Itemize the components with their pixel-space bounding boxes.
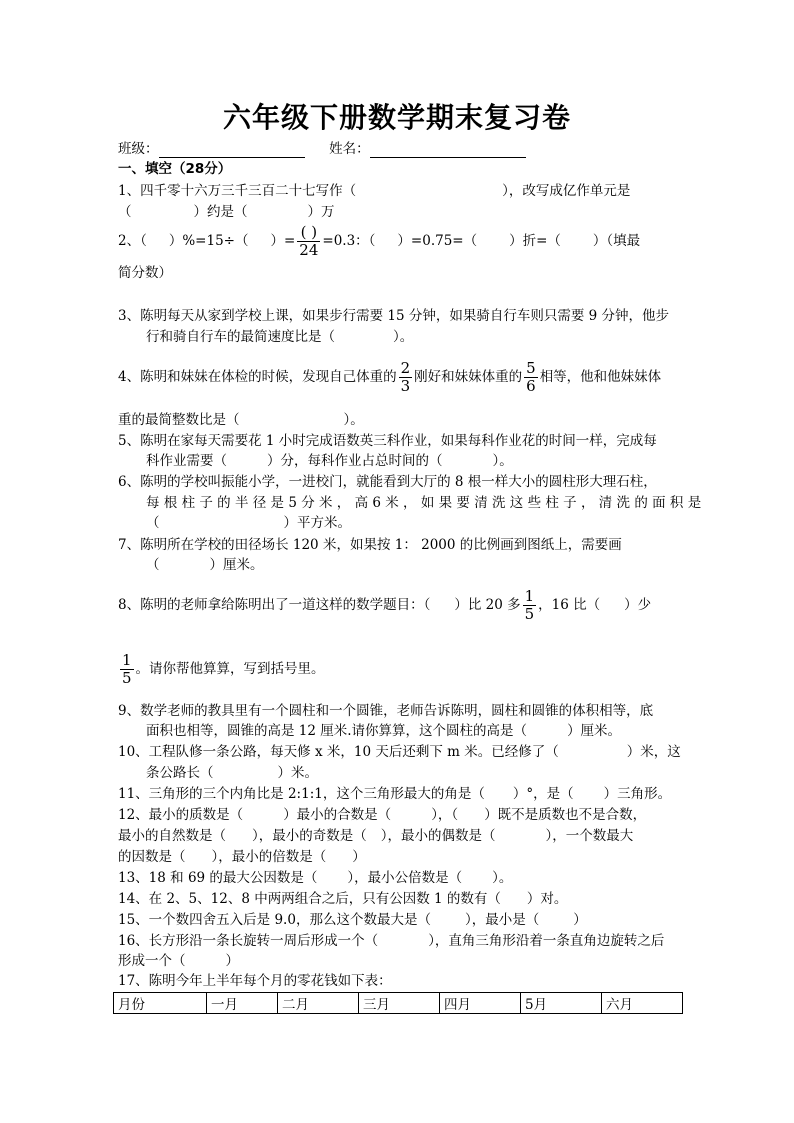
q15-text-b: ），最小是（ (464, 912, 540, 928)
q4-f2-num: 5 (526, 359, 536, 377)
q1-text-a: 1、四千零十六万三千三百二十七写作（ (118, 183, 357, 199)
q2-text-a: 2、（ (118, 233, 147, 249)
q3-text-c: ）。 (393, 329, 414, 345)
q5-text-c: ）分，每科作业占总时间的（ (267, 453, 443, 469)
question-8-line-1 (118, 586, 651, 624)
question-6-line-3 (146, 514, 351, 532)
q16-text-a: 16、长方形沿一条长旋转一周后形成一个（ (118, 933, 379, 949)
q2-text-e: ）=0.75=（ (397, 233, 478, 249)
question-2-line-2: 简分数） (118, 265, 172, 281)
q8-text-e: 。请你帮他算算，写到括号里。 (135, 661, 325, 677)
q9-text-c: ）厘米。 (567, 723, 622, 739)
q4-text-d: 重的最简整数比是（ (118, 412, 240, 428)
q3-text-b: 行和骑自行车的最简速度比是（ (146, 329, 335, 345)
q8-f1-den: 5 (524, 605, 535, 623)
allowance-table (113, 992, 683, 1014)
question-2-line-1 (118, 222, 640, 260)
question-12-line-3 (118, 848, 366, 866)
q12-text-i: 的因数是（ (118, 849, 186, 865)
q8-text-a: 8、陈明的老师拿给陈明出了一道这样的数学题目：（ (118, 597, 431, 613)
q12-text-b: ）最小的合数是（ (283, 807, 392, 823)
q5-text-d: ）。 (492, 453, 513, 469)
question-5-line-2 (146, 452, 513, 470)
q11-text-c: ）三角形。 (603, 786, 672, 802)
q8-text-d: ）少 (624, 597, 652, 613)
q12-text-c: ），（ (431, 807, 459, 823)
table-header-cell: 二月 (278, 993, 359, 1014)
q16-text-c: 形成一个（ (118, 953, 186, 969)
q11-text-a: 11、三角形的三个内角比是 2:1:1，这个三角形最大的角是（ (118, 786, 485, 802)
q10-text-b: ）米，这 (626, 744, 681, 760)
question-3-line-1: 3、陈明每天从家到学校上课，如果步行需要 15 分钟，如果骑自行车则只需要 9 分钟，他步 (118, 308, 670, 324)
q15-text-c: ） (573, 912, 587, 928)
q10-text-c: 条公路长（ (146, 765, 214, 781)
q6-text-d: ）平方米。 (283, 515, 351, 531)
q1-text-c: （ (118, 204, 132, 220)
q8-text-c: ，16 比（ (538, 597, 601, 613)
question-16-line-1 (118, 932, 664, 950)
q13-text-b: ），最小公倍数是（ (347, 870, 463, 886)
question-8-line-2 (118, 650, 325, 688)
name-field[interactable] (370, 143, 526, 158)
table-header-cell: 5月 (521, 993, 602, 1014)
table-header-cell: 六月 (602, 993, 683, 1014)
q12-text-a: 12、最小的质数是（ (118, 807, 244, 823)
question-13 (118, 869, 512, 887)
q4-text-a: 4、陈明和妹妹在体检的时候，发现自己体重的 (118, 369, 397, 385)
q12-text-j: ），最小的倍数是（ (211, 849, 327, 865)
table-header-cell: 四月 (440, 993, 521, 1014)
q12-text-k: ） (352, 849, 366, 865)
table-header-cell: 月份 (114, 993, 207, 1014)
q1-text-e: ）万 (307, 204, 335, 220)
table-row (114, 993, 683, 1014)
q16-text-b: ），直角三角形沿着一条直角边旋转之后 (428, 933, 665, 949)
q12-text-g: ），最小的偶数是（ (380, 828, 496, 844)
q4-fraction-1 (399, 360, 413, 395)
page-title: 六年级下册数学期末复习卷 (222, 101, 571, 134)
q2-text-c: ）= (270, 233, 296, 249)
question-17: 17、陈明今年上半年每个月的零花钱如下表： (118, 973, 392, 989)
question-9-line-1: 9、数学老师的教具里有一个圆柱和一个圆锥，老师告诉陈明，圆柱和圆锥的体积相等，底 (118, 703, 654, 719)
q2-text-f: ）折=（ (509, 233, 561, 249)
q2-fraction-num: ( ) (297, 224, 320, 242)
q2-text-d: =0.3：（ (322, 233, 376, 249)
question-14 (118, 890, 567, 908)
q1-text-d: ）约是（ (193, 204, 248, 220)
question-16-line-2 (118, 952, 239, 970)
q10-text-d: ）米。 (277, 765, 318, 781)
q2-text-g: ）（填最 (592, 233, 641, 249)
q5-text-b: 科作业需要（ (146, 453, 227, 469)
q4-fraction-2 (524, 360, 538, 395)
q4-f1-den: 3 (400, 377, 411, 395)
question-5-line-1: 5、陈明在家每天需要花 1 小时完成语数英三科作业，如果每科作业花的时间一样，完成每 (118, 433, 657, 449)
q4-f1-num: 2 (400, 359, 411, 377)
q12-text-d: ）既不是质数也不是合数， (484, 807, 647, 823)
class-label: 班级： (118, 141, 159, 157)
q1-text-b: ），改写成亿作单元是 (502, 183, 631, 199)
q8-f2-num: 1 (122, 651, 132, 669)
question-10-line-2 (146, 764, 318, 782)
q14-text-b: ）对。 (526, 891, 568, 907)
table-header-cell: 三月 (359, 993, 440, 1014)
question-7-line-2 (146, 556, 264, 574)
question-11 (118, 785, 671, 803)
q4-f2-den: 6 (526, 377, 536, 395)
q13-text-c: ）。 (492, 870, 513, 886)
question-12-line-2 (118, 827, 633, 845)
q4-text-e: ）。 (343, 412, 364, 428)
question-15 (118, 911, 587, 929)
q11-text-b: ）°，是（ (512, 786, 574, 802)
q15-text-a: 15、一个数四舍五入后是 9.0，那么这个数最大是（ (118, 912, 431, 928)
q8-text-b: ）比 20 多 (454, 597, 521, 613)
class-field[interactable] (159, 143, 305, 158)
table-header-cell: 一月 (207, 993, 278, 1014)
question-6-line-1: 6、陈明的学校叫振能小学，一进校门，就能看到大厅的 8 根一样大小的圆柱形大理石柱， (118, 474, 657, 490)
question-10-line-1 (118, 743, 681, 761)
q12-text-e: 最小的自然数是（ (118, 828, 226, 844)
question-4-line-1 (118, 358, 661, 396)
question-3-line-2 (146, 328, 413, 346)
question-1-line-2 (118, 203, 335, 221)
q16-text-d: ） (225, 953, 239, 969)
name-label: 姓名： (329, 141, 370, 157)
q6-text-c: （ (146, 515, 160, 531)
q4-text-b: 刚好和妹妹体重的 (414, 369, 523, 385)
q13-text-a: 13、18 和 69 的最大公因数是（ (118, 870, 318, 886)
q4-text-c: 相等，他和他妹妹体 (539, 369, 662, 385)
q2-text-b: ）%=15÷（ (168, 233, 249, 249)
question-1-line-1 (118, 182, 630, 200)
q8-fraction-1 (523, 588, 537, 623)
q12-text-h: ），一个数最大 (545, 828, 634, 844)
question-9-line-2 (146, 722, 621, 740)
q2-fraction-den: 24 (299, 241, 319, 259)
section-heading: 一、填空（28分） (118, 161, 232, 177)
q8-fraction-2 (120, 652, 134, 687)
q7-text-c: ）厘米。 (209, 557, 264, 573)
q10-text-a: 10、工程队修一条公路，每天修 x 米，10 天后还剩下 m 米。已经修了（ (118, 744, 559, 760)
question-7-line-1: 7、陈明所在学校的田径场长 120 米，如果按 1： 2000 的比例画到图纸上，需要画 (118, 537, 622, 553)
question-4-line-2 (118, 411, 364, 429)
q7-text-b: （ (146, 557, 160, 573)
q8-f1-num: 1 (524, 587, 535, 605)
q8-f2-den: 5 (122, 669, 132, 687)
q12-text-f: ），最小的奇数是（ (252, 828, 367, 844)
q14-text-a: 14、在 2、5、12、8 中两两组合之后，只有公因数 1 的数有（ (118, 891, 501, 907)
header-fields (118, 140, 526, 158)
q9-text-b: 面积也相等，圆锥的高是 12 厘米.请你算算，这个圆柱的高是（ (146, 723, 528, 739)
question-12-line-1 (118, 806, 646, 824)
question-6-line-2: 每 根 柱 子 的 半 径 是 5 分 米 ， 高 6 米 ， 如 果 要 清 洗 这 些 柱 子 ， 清 洗 的 面 积 是 (146, 495, 702, 511)
q2-fraction (297, 224, 320, 259)
